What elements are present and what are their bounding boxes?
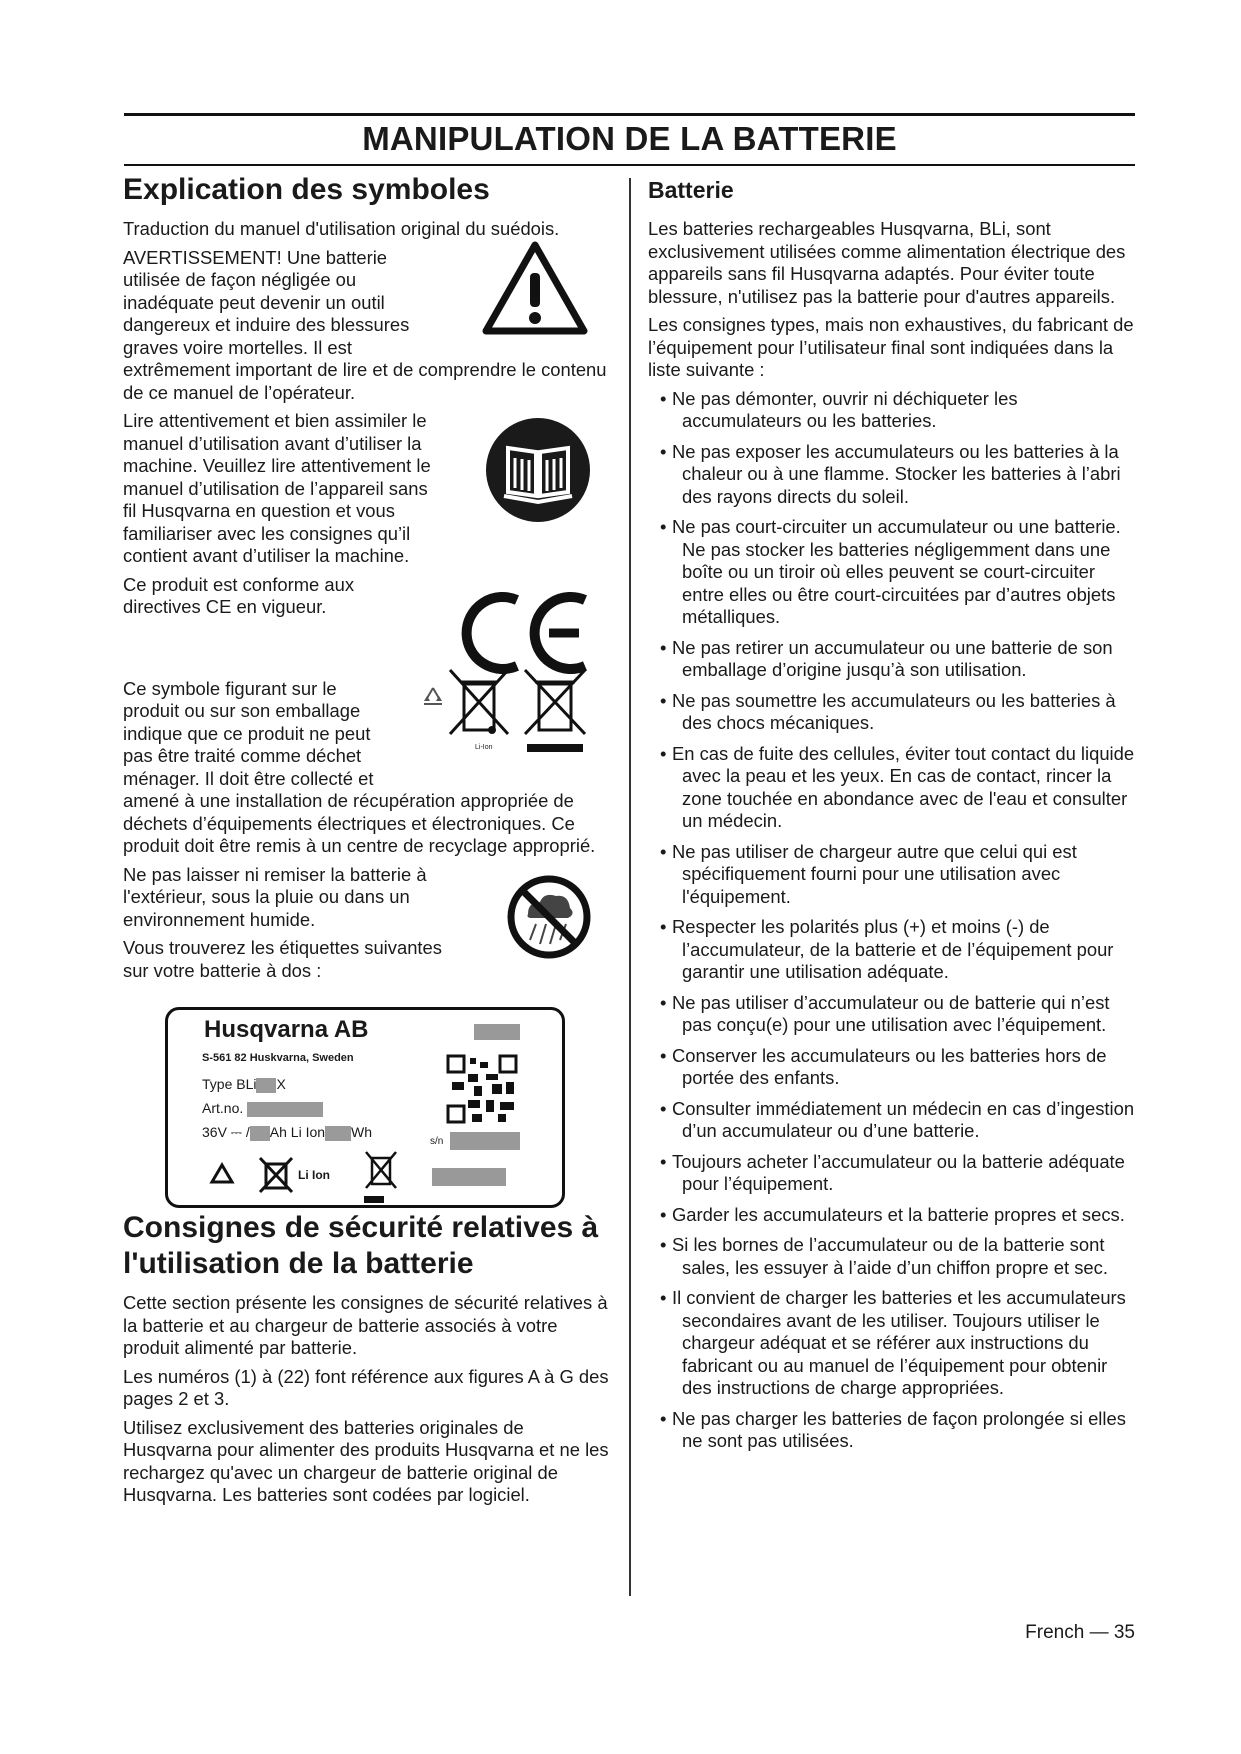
label-artno: Art.no.: [202, 1100, 244, 1116]
warning-block: [123, 247, 613, 405]
list-item: • Si les bornes de l’accumulateur ou de la batterie sont sales, les essuyer à l’aide d’un chiffon propre et sec.: [648, 1234, 1138, 1279]
right-column: [648, 176, 1138, 1461]
label-address: S-561 82 Huskvarna, Sweden: [202, 1052, 354, 1064]
label-liion: Li Ion: [298, 1168, 330, 1182]
qr-code-icon: [446, 1054, 518, 1124]
list-item: • Ne pas retirer un accumulateur ou une batterie de son emballage d’origine jusqu’à son utilisation.: [648, 637, 1138, 682]
weee-text-a: Ce symbole figurant sur le produit ou sur son emballage indique que ce produit ne peut pas être traité comme déchet ménager. Il doit être collecté et: [123, 677, 374, 789]
label-redacted-wh: [325, 1126, 351, 1141]
column-divider: [629, 178, 631, 1596]
label-ah: Ah Li Ion: [269, 1124, 326, 1140]
label-power-line: [202, 1124, 372, 1141]
section-intro: Cette section présente les consignes de sécurité relatives à la batterie et au chargeur de batterie associés à votre produit alimenté par batterie.: [123, 1292, 608, 1358]
list-item: • Ne pas court-circuiter un accumulateur ou une batterie. Ne pas stocker les batteries négligemment dans une boîte ou un tiroir où elles peuvent se court-circuiter entre elles ou être court-circuitées par d’autres objets métalliques.: [648, 516, 1138, 629]
warning-text-a: AVERTISSEMENT! Une batterie utilisée de façon négligée ou inadéquate peut devenir un outil dangereux et induire des blessures graves voire mortelles. Il est: [123, 246, 410, 358]
manual-block: [123, 410, 613, 568]
list-item: • Ne pas exposer les accumulateurs ou les batteries à la chaleur ou à une flamme. Stocker les batteries à l’abri des rayons directs du soleil.: [648, 441, 1138, 509]
label-sn: s/n: [430, 1136, 444, 1147]
list-item: • Ne pas utiliser de chargeur autre que celui qui est spécifiquement fourni pour une utilisation avec l'équipement.: [648, 841, 1138, 909]
title-rule: [124, 164, 1135, 166]
figure-reference: Les numéros (1) à (22) font référence aux figures A à G des pages 2 et 3.: [123, 1365, 609, 1409]
list-item: • En cas de fuite des cellules, éviter tout contact du liquide avec la peau et les yeux. En cas de contact, rincer la zone touchée en abondance avec de l'eau et consulter un médecin.: [648, 743, 1138, 833]
label-weee-bin-icon: [364, 1150, 398, 1192]
rain-block: [123, 864, 613, 932]
label-redacted-type: [256, 1078, 276, 1093]
label-redacted-bottom: [432, 1168, 506, 1186]
list-item: • Ne pas démonter, ouvrir ni déchiqueter les accumulateurs ou les batteries.: [648, 388, 1138, 433]
no-rain-icon: [506, 874, 592, 960]
warning-triangle-icon: [480, 239, 590, 339]
left-lower-column: [123, 1210, 613, 1513]
label-type: Type BLi: [202, 1076, 257, 1092]
liion-small-label: Li-Ion: [475, 743, 493, 751]
left-column: [123, 172, 613, 988]
rain-text: Ne pas laisser ni remiser la batterie à l'extérieur, sous la pluie ou dans un environnement humide.: [123, 863, 427, 930]
list-item: • Garder les accumulateurs et la batterie propres et secs.: [648, 1204, 1138, 1227]
read-manual-icon: [484, 416, 592, 524]
battery-heading: Batterie: [648, 177, 734, 203]
page-footer: French — 35: [1025, 1622, 1135, 1643]
translation-note: Traduction du manuel d'utilisation original du suédois.: [123, 218, 560, 239]
original-batteries-text: Utilisez exclusivement des batteries originales de Husqvarna pour alimenter des produits Husqvarna et ne les rechargez qu'avec un chargeur de batterie original de Husqvarna. Les batteries sont codées par logiciel.: [123, 1416, 609, 1505]
label-type-suffix: X: [276, 1076, 286, 1092]
list-item: • Conserver les accumulateurs ou les batteries hors de portée des enfants.: [648, 1045, 1138, 1090]
label-redacted-ah: [250, 1126, 270, 1141]
weee-bin-icon: [523, 668, 587, 754]
label-redacted-artno: [247, 1102, 323, 1117]
list-item: • Ne pas charger les batteries de façon prolongée si elles ne sont pas utilisées.: [648, 1408, 1138, 1453]
label-artno-line: [202, 1100, 323, 1117]
ce-text: Ce produit est conforme aux directives CE en vigueur.: [123, 573, 355, 617]
weee-text-b: amené à une installation de récupération appropriée de déchets d’équipements électriques et électroniques. Ce produit doit être remis à un centre de recyclage approprié.: [123, 790, 596, 856]
label-wh: Wh: [351, 1124, 373, 1140]
label-brand: Husqvarna AB: [204, 1016, 369, 1043]
label-voltage: 36V ⎓ /: [202, 1124, 250, 1140]
list-item: • Consulter immédiatement un médecin en cas d’ingestion d’un accumulateur ou d’une batterie.: [648, 1098, 1138, 1143]
label-bottom-tab: [364, 1196, 384, 1203]
label-redacted-sn: [450, 1132, 520, 1150]
page-title: MANIPULATION DE LA BATTERIE: [362, 120, 897, 157]
weee-block: [123, 678, 613, 858]
label-redacted-1: [474, 1024, 520, 1040]
label-weee-icon: [258, 1156, 294, 1194]
list-item: • Respecter les polarités plus (+) et moins (-) de l’accumulateur, de la batterie et de l’équipement pour garantir une utilisation adéquate.: [648, 916, 1138, 984]
list-item: • Ne pas soumettre les accumulateurs ou les batteries à des chocs mécaniques.: [648, 690, 1138, 735]
label-recycle-icon: [206, 1162, 238, 1192]
read-manual-text: Lire attentivement et bien assimiler le manuel d’utilisation avant d’utiliser la machine. Veuillez lire attentivement le manuel d’utilisation de l’appareil sans fil Husqvarna en question et vous familiariser avec les consignes qu’il contient avant d’utiliser la machine.: [123, 410, 431, 566]
safety-heading: Consignes de sécurité relatives à l'utilisation de la batterie: [123, 1211, 599, 1280]
battery-intro: Les batteries rechargeables Husqvarna, BLi, sont exclusivement utilisées comme alimentation électrique des appareils sans fil Husqvarna adaptés. Pour éviter toute blessure, n'utilisez pas la batterie pour d'autres appareils.: [648, 218, 1126, 307]
battery-label: [165, 1007, 565, 1208]
list-item: • Ne pas utiliser d’accumulateur ou de batterie qui n’est pas conçu(e) pour une utilisation avec l’équipement.: [648, 992, 1138, 1037]
safety-bullet-list: [648, 388, 1138, 1453]
symbols-heading: Explication des symboles: [123, 173, 490, 206]
recycle-icon: [418, 684, 448, 714]
list-item: • Il convient de charger les batteries et les accumulateurs secondaires avant de les utiliser. Toujours utiliser le chargeur adéquat et se référer aux instructions du fabricant ou au manuel de l’équipement pour obtenir des instructions de charge appropriées.: [648, 1287, 1138, 1400]
label-type-line: [202, 1076, 286, 1093]
list-item: • Toujours acheter l’accumulateur ou la batterie adéquate pour l’équipement.: [648, 1151, 1138, 1196]
warning-text-b: extrêmement important de lire et de comprendre le contenu de ce manuel de l’opérateur.: [123, 359, 607, 403]
weee-bin-liion-icon: [448, 668, 510, 750]
labels-text: Vous trouverez les étiquettes suivantes sur votre batterie à dos :: [123, 937, 442, 981]
ce-block: [123, 574, 613, 678]
top-rule: [124, 113, 1135, 116]
battery-list-intro: Les consignes types, mais non exhaustives, du fabricant de l’équipement pour l’utilisateur final sont indiquées dans la liste suivante :: [648, 314, 1134, 380]
ce-mark-icon: [461, 586, 601, 680]
